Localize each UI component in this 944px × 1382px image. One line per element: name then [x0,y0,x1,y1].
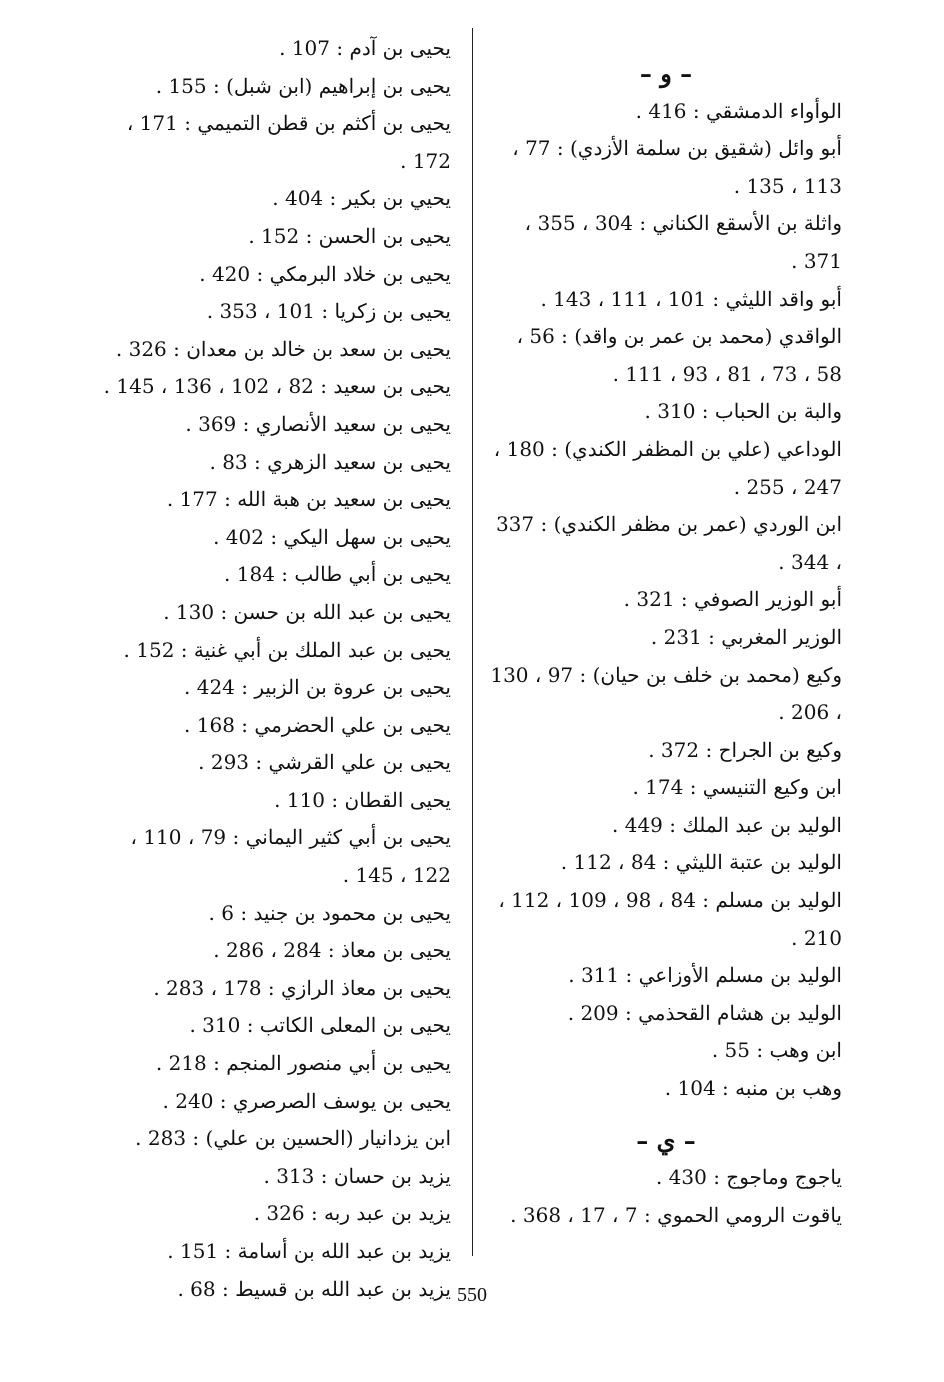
index-entry: يحيى بن سعد بن خالد بن معدان : 326 . [115,336,451,361]
index-entry: يزيد بن عبد الله بن أسامة : 151 . [167,1239,451,1263]
index-entry: يحيى بن سعيد بن هبة الله : 177 . [166,487,451,512]
ya-continued-entry-list [95,30,451,1308]
right-column [490,55,842,1234]
index-entry: ابن يزدانيار (الحسين بن علي) : 283 . [135,1126,451,1151]
index-entry: وهب بن منبه : 104 . [664,1076,842,1101]
index-entry: الوداعي (علي بن المظفر الكندي) : 180 ، 247 ، 255 . [493,436,842,499]
index-entry: أبو وائل (شقيق بن سلمة الأزدي) : 77 ، 113 ، 135 . [512,136,842,198]
index-entry: يحيى بن محمود بن جنيد : 6 . [208,900,451,925]
index-entry: يزيد بن حسان : 313 . [263,1163,451,1188]
index-entry: يحيى بن عبد الله بن حسن : 130 . [163,599,451,624]
index-entry: يحيى بن أكثم بن قطن التميمي : 171 ، 172 . [126,111,451,173]
index-entry: وكيع (محمد بن خلف بن حيان) : 97 ، 130 ، 206 . [490,662,842,725]
index-entry: يحيى بن زكريا : 101 ، 353 . [206,299,451,324]
page-number: 550 [457,1284,487,1306]
ya-entry-list [490,1159,842,1234]
index-entry: الواقدي (محمد بن عمر بن واقد) : 56 ، 58 ، 73 ، 81 ، 93 ، 111 . [516,324,842,386]
index-entry: يحيى بن أبي كثير اليماني : 79 ، 110 ، 122 ، 145 . [130,825,451,888]
index-entry: ابن وكيع التنيسي : 174 . [632,775,842,800]
index-entry: يحيى بن أبي طالب : 184 . [224,562,451,587]
index-entry: الوليد بن هشام القحذمي : 209 . [567,1000,842,1025]
index-entry: يحيى بن معاذ : 284 ، 286 . [213,938,451,963]
index-entry: يحيى بن سعيد الزهري : 83 . [209,449,451,474]
index-entry: يحيى بن آدم : 107 . [279,36,451,60]
index-entry: ابن الوردي (عمر بن مظفر الكندي) : 337 ، 344 . [495,512,842,574]
index-entry: يحيى بن سهل اليكي : 402 . [213,524,451,549]
section-heading-waw: – و – [639,59,693,88]
index-entry: الوليد بن عبد الملك : 449 . [612,812,842,837]
index-entry: يزيد بن عبد الله بن قسيط : 68 . [177,1276,451,1301]
index-entry: ابن وهب : 55 . [711,1038,842,1063]
index-entry: يحيى بن معاذ الرازي : 178 ، 283 . [153,975,451,1000]
section-heading-ya: – ي – [636,1125,696,1155]
index-entry: يحيى بن سعيد : 82 ، 102 ، 136 ، 145 . [103,374,451,399]
index-entry: يحيى بن يوسف الصرصري : 240 . [162,1088,451,1113]
left-column [95,30,451,1308]
index-entry: الوليد بن مسلم : 84 ، 98 ، 109 ، 112 ، 210 . [498,888,842,950]
index-entry: يحيى بن الحسن : 152 . [248,223,451,248]
waw-entry-list [490,93,842,1108]
index-entry: يحيى بن سعيد الأنصاري : 369 . [185,411,451,436]
index-entry: أبو واقد الليثي : 101 ، 111 ، 143 . [540,286,842,311]
index-entry: يحيى بن علي الحضرمي : 168 . [184,712,451,737]
column-divider [472,28,473,1256]
index-entry: يحيي بن بكير : 404 . [272,186,451,211]
index-entry: الوليد بن مسلم الأوزاعي : 311 . [568,963,842,988]
index-entry: والبة بن الحباب : 310 . [644,399,842,424]
index-entry: ياقوت الرومي الحموي : 7 ، 17 ، 368 . [510,1202,842,1227]
index-entry: يحيى بن المعلى الكاتب : 310 . [189,1013,451,1038]
index-entry: يحيى القطان : 110 . [274,787,451,812]
index-entry: واثلة بن الأسقع الكناني : 304 ، 355 ، 371 . [524,211,842,273]
index-entry: يحيى بن خلاد البرمكي : 420 . [199,261,451,286]
index-entry: الوزير المغربي : 231 . [650,624,842,649]
index-entry: الوليد بن عتبة الليثي : 84 ، 112 . [560,850,842,875]
index-entry: يحيى بن علي القرشي : 293 . [198,750,451,775]
index-entry: ياجوج وماجوج : 430 . [655,1165,842,1190]
index-entry: أبو الوزير الصوفي : 321 . [623,587,842,612]
index-entry: يحيى بن إبراهيم (ابن شبل) : 155 . [155,73,451,98]
index-entry: يحيى بن عبد الملك بن أبي غنية : 152 . [123,637,451,662]
index-entry: يحيى بن عروة بن الزبير : 424 . [184,675,451,700]
index-entry: وكيع بن الجراح : 372 . [648,737,842,762]
index-entry: يحيى بن أبي منصور المنجم : 218 . [155,1051,451,1076]
index-entry: الوأواء الدمشقي : 416 . [635,98,842,123]
index-entry: يزيد بن عبد ربه : 326 . [253,1201,451,1226]
